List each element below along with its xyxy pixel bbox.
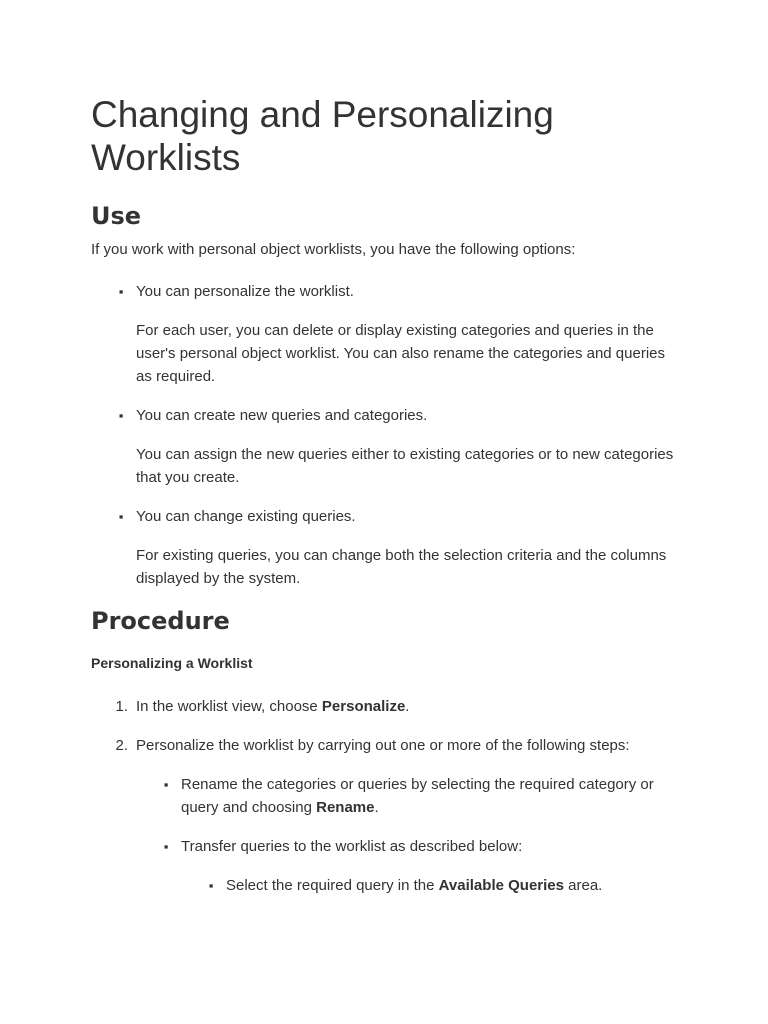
bullet-marker: ▪: [118, 284, 124, 299]
section-heading-procedure: Procedure: [91, 607, 230, 635]
procedure-steps-list: [115, 695, 691, 897]
page-title-line-2: Worklists: [91, 137, 241, 178]
page-title: [91, 93, 691, 179]
procedure-subheading: Personalizing a Worklist: [91, 655, 253, 671]
step-text: Personalize the worklist by carrying out one or more of the following steps:: [136, 737, 630, 754]
subsubsteps-list: [208, 874, 691, 897]
list-item-detail: You can assign the new queries either to existing categories or to new categories that you create.: [136, 446, 674, 486]
list-item: [118, 505, 691, 528]
list-item: [115, 695, 691, 718]
bullet-marker: ▪: [118, 509, 124, 524]
use-intro: If you work with personal object worklists, you have the following options:: [91, 241, 576, 258]
substep-text: Transfer queries to the worklist as described below:: [181, 838, 523, 855]
ui-term-rename: Rename: [316, 799, 375, 816]
subsubstep-text: Select the required query in the Available Queries area.: [226, 877, 603, 894]
list-item: [163, 835, 691, 858]
list-item: [208, 874, 691, 897]
step-text: In the worklist view, choose Personalize.: [136, 698, 410, 715]
list-item-detail: For each user, you can delete or display existing categories and queries in the user's personal object worklist. You can also rename the categories and queries as required.: [136, 322, 666, 385]
bullet-marker: ▪: [208, 878, 214, 893]
substeps-list: [163, 773, 691, 897]
ui-term-personalize: Personalize: [321, 698, 406, 715]
use-options-list: [118, 280, 691, 590]
page-title-line-1: Changing and Personalizing: [91, 94, 554, 135]
list-item: [118, 404, 691, 427]
list-item-label: You can create new queries and categories.: [136, 407, 428, 424]
list-item-label: You can change existing queries.: [136, 508, 356, 525]
document-page: [91, 93, 691, 897]
ui-term-available-queries: Available Queries: [438, 877, 564, 894]
step-number: 2.: [115, 737, 128, 754]
section-heading-use: Use: [91, 202, 142, 230]
list-item: [115, 734, 691, 757]
bullet-marker: ▪: [118, 408, 124, 423]
substep-text: Rename the categories or queries by selecting the required category or query and choosing Rename.: [181, 776, 654, 816]
bullet-marker: ▪: [163, 839, 169, 854]
list-item: [118, 280, 691, 303]
bullet-marker: ▪: [163, 777, 169, 792]
list-item-detail: For existing queries, you can change both the selection criteria and the columns displayed by the system.: [136, 547, 667, 587]
list-item: [163, 773, 691, 819]
list-item-label: You can personalize the worklist.: [136, 283, 354, 300]
step-number: 1.: [115, 698, 128, 715]
